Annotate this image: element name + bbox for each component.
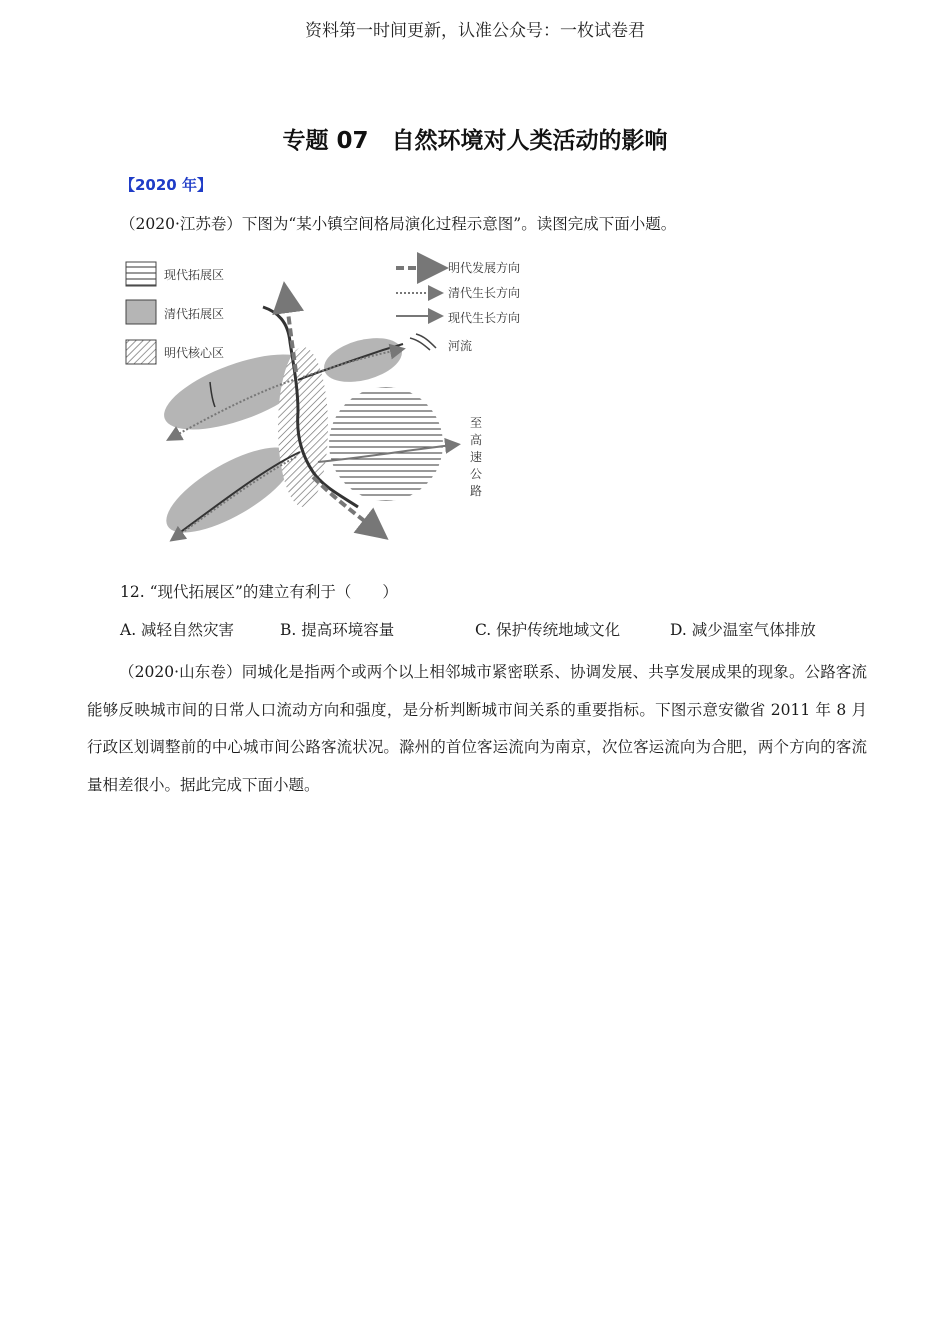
legend-ming-swatch (126, 340, 156, 364)
question-12-stem: 12. “现代拓展区”的建立有利于（ ） (120, 583, 398, 601)
page-title: 专题 07 自然环境对人类活动的影响 (282, 128, 668, 154)
page-header: 资料第一时间更新，认准公众号：一枚试卷君 (305, 21, 645, 41)
legend-qing-direction: 清代生长方向 (448, 286, 521, 300)
highway-label-5: 路 (470, 484, 483, 498)
legend-qing-swatch (126, 300, 156, 324)
legend-modern-swatch (126, 262, 156, 286)
legend-qing-label: 清代拓展区 (164, 307, 225, 321)
legend-ming-direction: 明代发展方向 (448, 261, 521, 275)
town-evolution-figure (118, 252, 548, 552)
highway-label-4: 公 (470, 467, 483, 481)
highway-label-2: 高 (470, 433, 483, 447)
option-b[interactable]: B. 提高环境容量 (280, 621, 395, 639)
highway-label-1: 至 (470, 416, 483, 430)
legend-modern-direction: 现代生长方向 (448, 311, 521, 325)
shandong-passage: （2020·山东卷）同城化是指两个或两个以上相邻城市紧密联系、协调发展、共享发展成果的现象。公路客流能够反映城市间的日常人口流动方向和强度，是分析判断城市间关系的重要指标。下图示意安徽省 2011 年 8 月行政区划调整前的中心城市间公路客流状况。滁州的首位客运流向为南京，次位客运流向为合肥，两个方向的客流量相差很小。据此完成下面小题。 (87, 663, 867, 794)
highway-label-3: 速 (470, 450, 483, 464)
qing-zone-northeast (319, 330, 407, 389)
year-tag: 【2020 年】 (120, 176, 212, 194)
option-c[interactable]: C. 保护传统地域文化 (475, 621, 621, 639)
legend-river-label: 河流 (448, 339, 473, 353)
modern-zone (329, 387, 443, 501)
legend-ming-label: 明代核心区 (164, 346, 225, 360)
option-d[interactable]: D. 减少温室气体排放 (670, 621, 816, 639)
legend-modern-label: 现代拓展区 (164, 268, 225, 282)
option-a[interactable]: A. 减轻自然灾害 (120, 621, 235, 639)
question-intro: （2020·江苏卷）下图为“某小镇空间格局演化过程示意图”。读图完成下面小题。 (120, 215, 677, 233)
